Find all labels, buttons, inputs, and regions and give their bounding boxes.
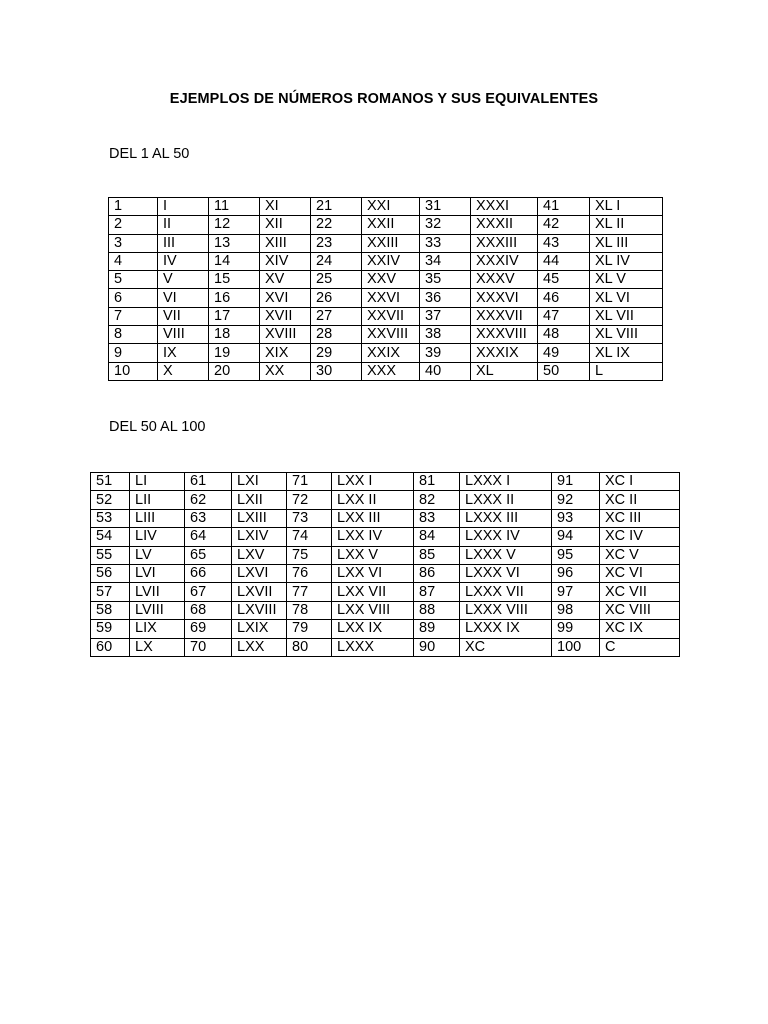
arabic-number-cell: 39 [420, 344, 471, 362]
roman-numeral-cell: XC I [600, 473, 680, 491]
arabic-number-cell: 24 [311, 252, 362, 270]
arabic-number-cell: 31 [420, 198, 471, 216]
arabic-number-cell: 100 [552, 638, 600, 656]
roman-numeral-cell: XI [260, 198, 311, 216]
roman-numeral-cell: LV [130, 546, 185, 564]
roman-numeral-cell: VII [158, 307, 209, 325]
arabic-number-cell: 17 [209, 307, 260, 325]
arabic-number-cell: 8 [109, 326, 158, 344]
roman-numeral-cell: XXI [362, 198, 420, 216]
arabic-number-cell: 41 [538, 198, 590, 216]
arabic-number-cell: 33 [420, 234, 471, 252]
roman-numeral-cell: XXXIV [471, 252, 538, 270]
arabic-number-cell: 55 [91, 546, 130, 564]
arabic-number-cell: 59 [91, 620, 130, 638]
arabic-number-cell: 86 [414, 564, 460, 582]
arabic-number-cell: 62 [185, 491, 232, 509]
arabic-number-cell: 93 [552, 509, 600, 527]
roman-numeral-cell: XL IX [590, 344, 663, 362]
arabic-number-cell: 99 [552, 620, 600, 638]
table-row [91, 583, 680, 601]
table-row [109, 252, 663, 270]
roman-numeral-cell: III [158, 234, 209, 252]
table-row [109, 271, 663, 289]
roman-numeral-cell: LVII [130, 583, 185, 601]
arabic-number-cell: 89 [414, 620, 460, 638]
arabic-number-cell: 57 [91, 583, 130, 601]
arabic-number-cell: 15 [209, 271, 260, 289]
roman-numeral-cell: XXXIX [471, 344, 538, 362]
arabic-number-cell: 38 [420, 326, 471, 344]
arabic-number-cell: 87 [414, 583, 460, 601]
roman-numeral-cell: XV [260, 271, 311, 289]
arabic-number-cell: 46 [538, 289, 590, 307]
roman-numeral-cell: XL VII [590, 307, 663, 325]
roman-numeral-cell: LXVIII [232, 601, 287, 619]
roman-numeral-cell: XL [471, 362, 538, 380]
arabic-number-cell: 76 [287, 564, 332, 582]
table-row [91, 601, 680, 619]
roman-numeral-cell: LXX VI [332, 564, 414, 582]
arabic-number-cell: 61 [185, 473, 232, 491]
arabic-number-cell: 73 [287, 509, 332, 527]
roman-numeral-cell: LVIII [130, 601, 185, 619]
roman-numeral-cell: II [158, 216, 209, 234]
roman-numeral-cell: XC II [600, 491, 680, 509]
roman-numeral-cell: XXXI [471, 198, 538, 216]
arabic-number-cell: 12 [209, 216, 260, 234]
roman-numeral-cell: LI [130, 473, 185, 491]
roman-numeral-cell: IV [158, 252, 209, 270]
roman-numeral-cell: XC [460, 638, 552, 656]
arabic-number-cell: 28 [311, 326, 362, 344]
table-row [109, 326, 663, 344]
arabic-number-cell: 69 [185, 620, 232, 638]
arabic-number-cell: 90 [414, 638, 460, 656]
roman-numeral-cell: XX [260, 362, 311, 380]
arabic-number-cell: 30 [311, 362, 362, 380]
table-row [109, 362, 663, 380]
table-row [109, 216, 663, 234]
arabic-number-cell: 56 [91, 564, 130, 582]
arabic-number-cell: 60 [91, 638, 130, 656]
roman-numeral-cell: LXXX V [460, 546, 552, 564]
roman-numeral-cell: LXVI [232, 564, 287, 582]
arabic-number-cell: 96 [552, 564, 600, 582]
roman-numeral-cell: LXX VII [332, 583, 414, 601]
roman-numeral-cell: XVII [260, 307, 311, 325]
roman-numeral-cell: XXXV [471, 271, 538, 289]
arabic-number-cell: 47 [538, 307, 590, 325]
roman-numeral-cell: V [158, 271, 209, 289]
roman-numeral-cell: LVI [130, 564, 185, 582]
table-row [91, 491, 680, 509]
arabic-number-cell: 66 [185, 564, 232, 582]
table-row [109, 198, 663, 216]
table-row [109, 307, 663, 325]
arabic-number-cell: 25 [311, 271, 362, 289]
arabic-number-cell: 51 [91, 473, 130, 491]
roman-numeral-cell: XVIII [260, 326, 311, 344]
roman-numeral-cell: LXVII [232, 583, 287, 601]
arabic-number-cell: 98 [552, 601, 600, 619]
arabic-number-cell: 81 [414, 473, 460, 491]
arabic-number-cell: 52 [91, 491, 130, 509]
arabic-number-cell: 58 [91, 601, 130, 619]
arabic-number-cell: 78 [287, 601, 332, 619]
roman-numeral-cell: LXXX VII [460, 583, 552, 601]
table-row [91, 638, 680, 656]
arabic-number-cell: 23 [311, 234, 362, 252]
roman-numeral-cell: VIII [158, 326, 209, 344]
arabic-number-cell: 45 [538, 271, 590, 289]
roman-numeral-cell: XC VI [600, 564, 680, 582]
arabic-number-cell: 67 [185, 583, 232, 601]
roman-numeral-cell: XXIV [362, 252, 420, 270]
roman-numeral-cell: LXXX II [460, 491, 552, 509]
arabic-number-cell: 50 [538, 362, 590, 380]
table-row [91, 473, 680, 491]
roman-numeral-cell: I [158, 198, 209, 216]
roman-numeral-cell: XII [260, 216, 311, 234]
roman-numeral-cell: LXIV [232, 528, 287, 546]
roman-numeral-cell: XL V [590, 271, 663, 289]
arabic-number-cell: 49 [538, 344, 590, 362]
roman-numeral-cell: XC VII [600, 583, 680, 601]
roman-numeral-cell: XXVIII [362, 326, 420, 344]
roman-numeral-cell: LXXX IX [460, 620, 552, 638]
roman-numeral-cell: LXV [232, 546, 287, 564]
roman-numeral-cell: LXXX I [460, 473, 552, 491]
table-row [109, 234, 663, 252]
arabic-number-cell: 97 [552, 583, 600, 601]
roman-numeral-cell: LXXX VI [460, 564, 552, 582]
arabic-number-cell: 63 [185, 509, 232, 527]
arabic-number-cell: 27 [311, 307, 362, 325]
arabic-number-cell: 43 [538, 234, 590, 252]
arabic-number-cell: 42 [538, 216, 590, 234]
arabic-number-cell: 72 [287, 491, 332, 509]
arabic-number-cell: 1 [109, 198, 158, 216]
roman-numeral-cell: XXII [362, 216, 420, 234]
arabic-number-cell: 35 [420, 271, 471, 289]
arabic-number-cell: 65 [185, 546, 232, 564]
arabic-number-cell: 18 [209, 326, 260, 344]
roman-numeral-cell: XL IV [590, 252, 663, 270]
arabic-number-cell: 40 [420, 362, 471, 380]
roman-numeral-cell: XXXVII [471, 307, 538, 325]
roman-numeral-cell: XIX [260, 344, 311, 362]
roman-numeral-cell: XXXVIII [471, 326, 538, 344]
table-row [109, 289, 663, 307]
roman-numeral-cell: LXXX IV [460, 528, 552, 546]
roman-numeral-cell: LXX V [332, 546, 414, 564]
table-row [91, 620, 680, 638]
arabic-number-cell: 64 [185, 528, 232, 546]
roman-numeral-cell: XXXII [471, 216, 538, 234]
arabic-number-cell: 83 [414, 509, 460, 527]
roman-numeral-cell: LXX III [332, 509, 414, 527]
arabic-number-cell: 5 [109, 271, 158, 289]
roman-numeral-cell: XXX [362, 362, 420, 380]
roman-numeral-cell: XC III [600, 509, 680, 527]
arabic-number-cell: 95 [552, 546, 600, 564]
arabic-number-cell: 71 [287, 473, 332, 491]
roman-numeral-cell: LXX [232, 638, 287, 656]
arabic-number-cell: 11 [209, 198, 260, 216]
roman-numeral-cell: XL VI [590, 289, 663, 307]
roman-table-50-to-100 [90, 472, 680, 657]
section-label-50-to-100: DEL 50 AL 100 [109, 419, 206, 435]
roman-numeral-cell: XVI [260, 289, 311, 307]
roman-numeral-cell: LXX IX [332, 620, 414, 638]
roman-numeral-cell: XXIX [362, 344, 420, 362]
arabic-number-cell: 68 [185, 601, 232, 619]
roman-numeral-cell: XXXVI [471, 289, 538, 307]
arabic-number-cell: 26 [311, 289, 362, 307]
arabic-number-cell: 6 [109, 289, 158, 307]
arabic-number-cell: 16 [209, 289, 260, 307]
roman-numeral-cell: LXIX [232, 620, 287, 638]
roman-numeral-cell: XL I [590, 198, 663, 216]
table-row [91, 509, 680, 527]
roman-numeral-cell: XC IV [600, 528, 680, 546]
arabic-number-cell: 37 [420, 307, 471, 325]
arabic-number-cell: 2 [109, 216, 158, 234]
roman-numeral-cell: L [590, 362, 663, 380]
roman-numeral-cell: XXVI [362, 289, 420, 307]
roman-numeral-cell: XXV [362, 271, 420, 289]
arabic-number-cell: 4 [109, 252, 158, 270]
table-row [91, 564, 680, 582]
roman-numeral-cell: XXXIII [471, 234, 538, 252]
roman-numeral-cell: X [158, 362, 209, 380]
roman-numeral-cell: XC IX [600, 620, 680, 638]
arabic-number-cell: 70 [185, 638, 232, 656]
arabic-number-cell: 88 [414, 601, 460, 619]
arabic-number-cell: 44 [538, 252, 590, 270]
roman-numeral-cell: LXX VIII [332, 601, 414, 619]
arabic-number-cell: 32 [420, 216, 471, 234]
roman-numeral-cell: LXII [232, 491, 287, 509]
arabic-number-cell: 7 [109, 307, 158, 325]
arabic-number-cell: 21 [311, 198, 362, 216]
arabic-number-cell: 80 [287, 638, 332, 656]
roman-numeral-cell: XL III [590, 234, 663, 252]
arabic-number-cell: 36 [420, 289, 471, 307]
roman-numeral-cell: LXXX III [460, 509, 552, 527]
arabic-number-cell: 3 [109, 234, 158, 252]
arabic-number-cell: 79 [287, 620, 332, 638]
roman-numeral-cell: LIV [130, 528, 185, 546]
roman-numeral-cell: LXX II [332, 491, 414, 509]
roman-numeral-cell: LXIII [232, 509, 287, 527]
roman-numeral-cell: LIII [130, 509, 185, 527]
roman-numeral-cell: LX [130, 638, 185, 656]
arabic-number-cell: 91 [552, 473, 600, 491]
roman-numeral-cell: LII [130, 491, 185, 509]
table-row [109, 344, 663, 362]
roman-table-1-to-50 [108, 197, 663, 381]
arabic-number-cell: 85 [414, 546, 460, 564]
roman-numeral-cell: LXX IV [332, 528, 414, 546]
table-row [91, 546, 680, 564]
section-label-1-to-50: DEL 1 AL 50 [109, 146, 190, 162]
roman-numeral-cell: XL VIII [590, 326, 663, 344]
roman-numeral-cell: XIV [260, 252, 311, 270]
arabic-number-cell: 74 [287, 528, 332, 546]
arabic-number-cell: 77 [287, 583, 332, 601]
roman-numeral-cell: LXXX [332, 638, 414, 656]
arabic-number-cell: 29 [311, 344, 362, 362]
roman-numeral-cell: C [600, 638, 680, 656]
roman-numeral-cell: XXIII [362, 234, 420, 252]
arabic-number-cell: 20 [209, 362, 260, 380]
roman-numeral-cell: LXX I [332, 473, 414, 491]
arabic-number-cell: 94 [552, 528, 600, 546]
roman-numeral-cell: LXI [232, 473, 287, 491]
arabic-number-cell: 34 [420, 252, 471, 270]
arabic-number-cell: 9 [109, 344, 158, 362]
arabic-number-cell: 14 [209, 252, 260, 270]
arabic-number-cell: 48 [538, 326, 590, 344]
page-title: EJEMPLOS DE NÚMEROS ROMANOS Y SUS EQUIVALENTES [169, 91, 599, 107]
roman-numeral-cell: XC VIII [600, 601, 680, 619]
arabic-number-cell: 10 [109, 362, 158, 380]
roman-numeral-cell: XIII [260, 234, 311, 252]
roman-numeral-cell: LXXX VIII [460, 601, 552, 619]
arabic-number-cell: 54 [91, 528, 130, 546]
arabic-number-cell: 53 [91, 509, 130, 527]
arabic-number-cell: 84 [414, 528, 460, 546]
arabic-number-cell: 82 [414, 491, 460, 509]
roman-numeral-cell: XL II [590, 216, 663, 234]
roman-numeral-cell: VI [158, 289, 209, 307]
arabic-number-cell: 22 [311, 216, 362, 234]
arabic-number-cell: 75 [287, 546, 332, 564]
roman-numeral-cell: IX [158, 344, 209, 362]
roman-numeral-cell: XXVII [362, 307, 420, 325]
roman-numeral-cell: LIX [130, 620, 185, 638]
arabic-number-cell: 13 [209, 234, 260, 252]
roman-numeral-cell: XC V [600, 546, 680, 564]
table-row [91, 528, 680, 546]
arabic-number-cell: 19 [209, 344, 260, 362]
arabic-number-cell: 92 [552, 491, 600, 509]
